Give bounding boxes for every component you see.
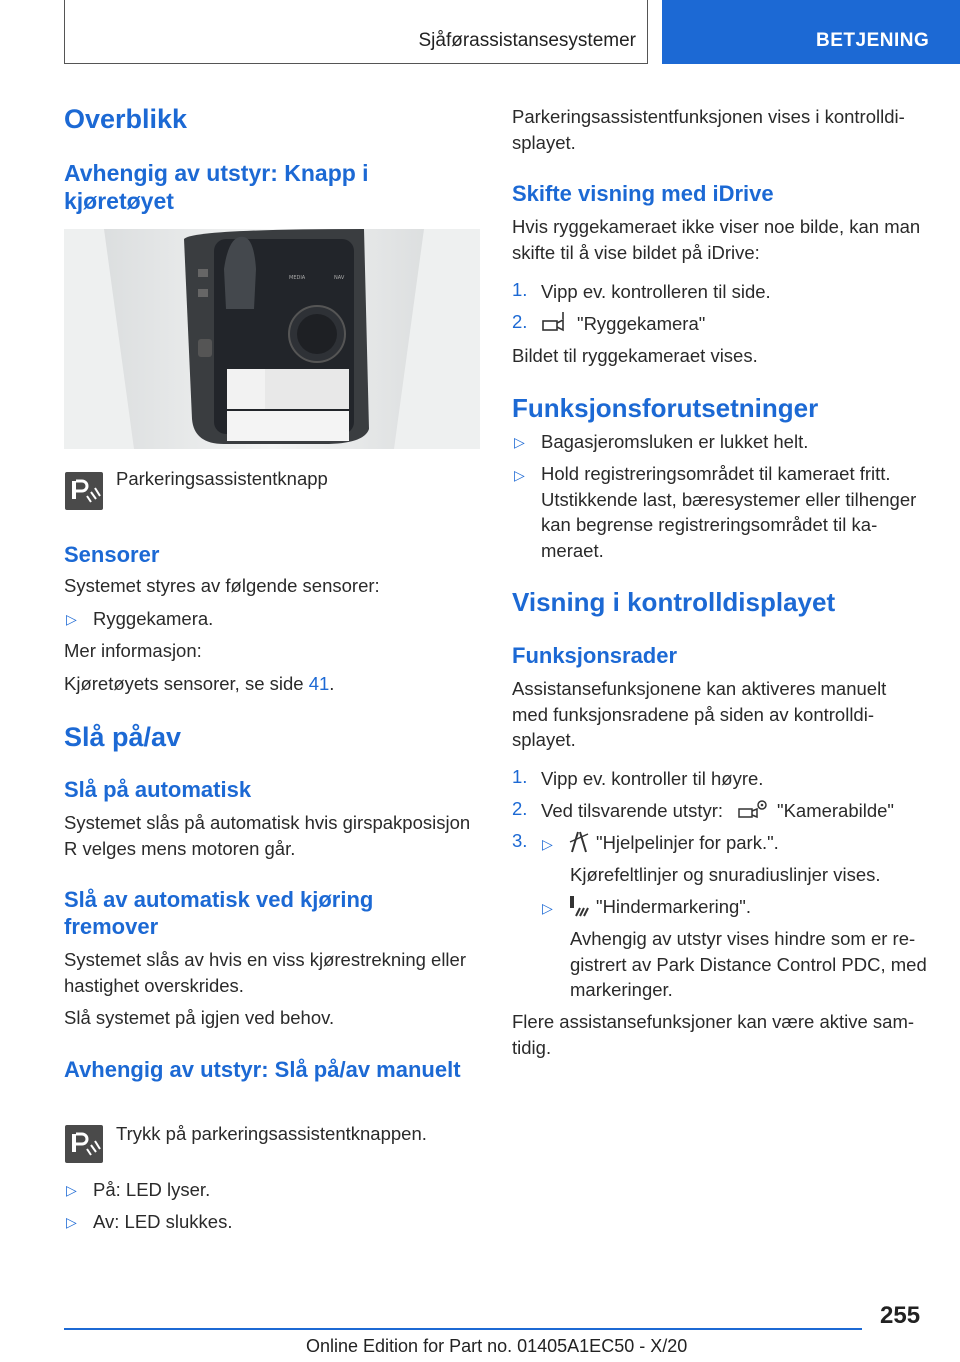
- heading-auto-on: Slå på automatisk: [64, 777, 252, 802]
- switch-step-2: "Ryggekamera": [577, 313, 706, 334]
- func-step-1: Vipp ev. kontroller til høyre.: [541, 768, 764, 789]
- heading-equipment-button: Avhengig av utstyr: Knapp i kjøretøyet: [64, 160, 369, 214]
- func-step-3: "Hjelpelinjer for park.".: [596, 832, 779, 853]
- prereq-bullet-2: Hold registreringsområdet til kameraet fritt. Utstikkende last, bæresystemer eller tilhenger kan begrense registreringsområdet til kameraet.: [541, 463, 917, 561]
- manual-bullet-on: På: LED lyser.: [93, 1179, 211, 1200]
- sensors-ref-text: Kjøretøyets sensorer, se side: [64, 673, 309, 694]
- switch-text: Hvis ryggekameraet ikke viser noe bilde, kan man skifte til å vise bildet på iDrive:: [512, 216, 921, 263]
- step-number: 3.: [512, 830, 528, 851]
- header-section-title: Sjåførassistansesystemer: [418, 30, 636, 51]
- bullet-marker: ▷: [514, 434, 525, 450]
- sensors-ref-end: .: [329, 673, 335, 694]
- footer-divider: [64, 1328, 862, 1330]
- icon-caption: Parkeringsassistentknapp: [116, 468, 328, 489]
- obstacle-icon: [568, 894, 590, 923]
- closing-text: Flere assistansefunksjoner kan være aktive samtidig.: [512, 1011, 915, 1058]
- heading-on-off: Slå på/av: [64, 722, 182, 752]
- svg-text:MEDIA: MEDIA: [289, 275, 306, 281]
- prereq-bullet-1: Bagasjeromsluken er lukket helt.: [541, 431, 809, 452]
- heading-overview: Overblikk: [64, 104, 188, 134]
- bullet-marker: ▷: [66, 1182, 77, 1198]
- func-step-2: Ved tilsvarende utstyr:: [541, 800, 724, 821]
- bullet-marker: ▷: [542, 900, 553, 916]
- bullet-marker: ▷: [66, 611, 77, 627]
- auto-off-text-2: Slå systemet på igjen ved behov.: [64, 1007, 335, 1028]
- func-step-2-label: "Kamerabilde": [777, 800, 894, 821]
- function-rows-text: Assistansefunksjonene kan aktiveres manuelt med funksjonsradene på siden av kontrolldisplayet.: [512, 678, 887, 750]
- bullet-marker: ▷: [514, 467, 525, 483]
- step-number: 2.: [512, 798, 528, 819]
- switch-step-1: Vipp ev. kontrolleren til side.: [541, 281, 771, 302]
- sensors-bullet: Ryggekamera.: [93, 608, 214, 629]
- step-number: 1.: [512, 766, 528, 787]
- center-console-photo: [64, 229, 480, 449]
- more-info-label: Mer informasjon:: [64, 640, 202, 661]
- auto-on-text: Systemet slås på automatisk hvis girspakposisjon R velges mens motoren går.: [64, 812, 471, 859]
- guidelines-icon: [568, 830, 590, 859]
- func-substep: "Hindermarkering".: [596, 896, 752, 917]
- sensors-reference: [64, 671, 334, 697]
- heading-manual: Avhengig av utstyr: Slå på/av manuelt: [64, 1057, 461, 1082]
- manual-bullet-off: Av: LED slukkes.: [93, 1211, 233, 1232]
- header-chapter-tab: BETJENING: [662, 0, 960, 64]
- auto-off-text: Systemet slås av hvis en viss kjørestrekning eller hastighet overskrides.: [64, 949, 466, 996]
- switch-after: Bildet til ryggekameraet vises.: [512, 345, 758, 366]
- footer-edition: Online Edition for Part no. 01405A1EC50 - X/20: [306, 1336, 688, 1356]
- manual-text: Trykk på parkeringsassistentknappen.: [116, 1123, 427, 1144]
- step-number: 1.: [512, 279, 528, 300]
- func-step-3-desc: Kjørefeltlinjer og snuradiuslinjer vises.: [570, 864, 881, 885]
- bullet-marker: ▷: [542, 836, 553, 852]
- step-number: 2.: [512, 311, 528, 332]
- heading-function-rows: Funksjonsrader: [512, 643, 678, 668]
- heading-display: Visning i kontrolldisplayet: [512, 587, 836, 617]
- heading-auto-off: Slå av automatisk ved kjøring fremover: [64, 887, 374, 939]
- sensors-text: Systemet styres av følgende sensorer:: [64, 575, 380, 596]
- camera-settings-icon: [737, 798, 769, 827]
- svg-text:NAV: NAV: [334, 275, 345, 281]
- right-intro: Parkeringsassistentfunksjonen vises i kontrolldisplayet.: [512, 106, 905, 153]
- park-assist-button-icon: [65, 472, 103, 510]
- page-number: 255: [880, 1302, 921, 1329]
- bullet-marker: ▷: [66, 1214, 77, 1230]
- heading-sensors: Sensorer: [64, 542, 160, 567]
- heading-prerequisites: Funksjonsforutsetninger: [512, 393, 819, 423]
- heading-switch-view: Skifte visning med iDrive: [512, 181, 774, 206]
- page-link-41[interactable]: 41: [308, 673, 330, 694]
- park-assist-button-icon: [65, 1125, 103, 1163]
- camera-icon: [541, 311, 569, 338]
- func-substep-desc: Avhengig av utstyr vises hindre som er registrert av Park Distance Control PDC, med markeringer.: [570, 928, 927, 1000]
